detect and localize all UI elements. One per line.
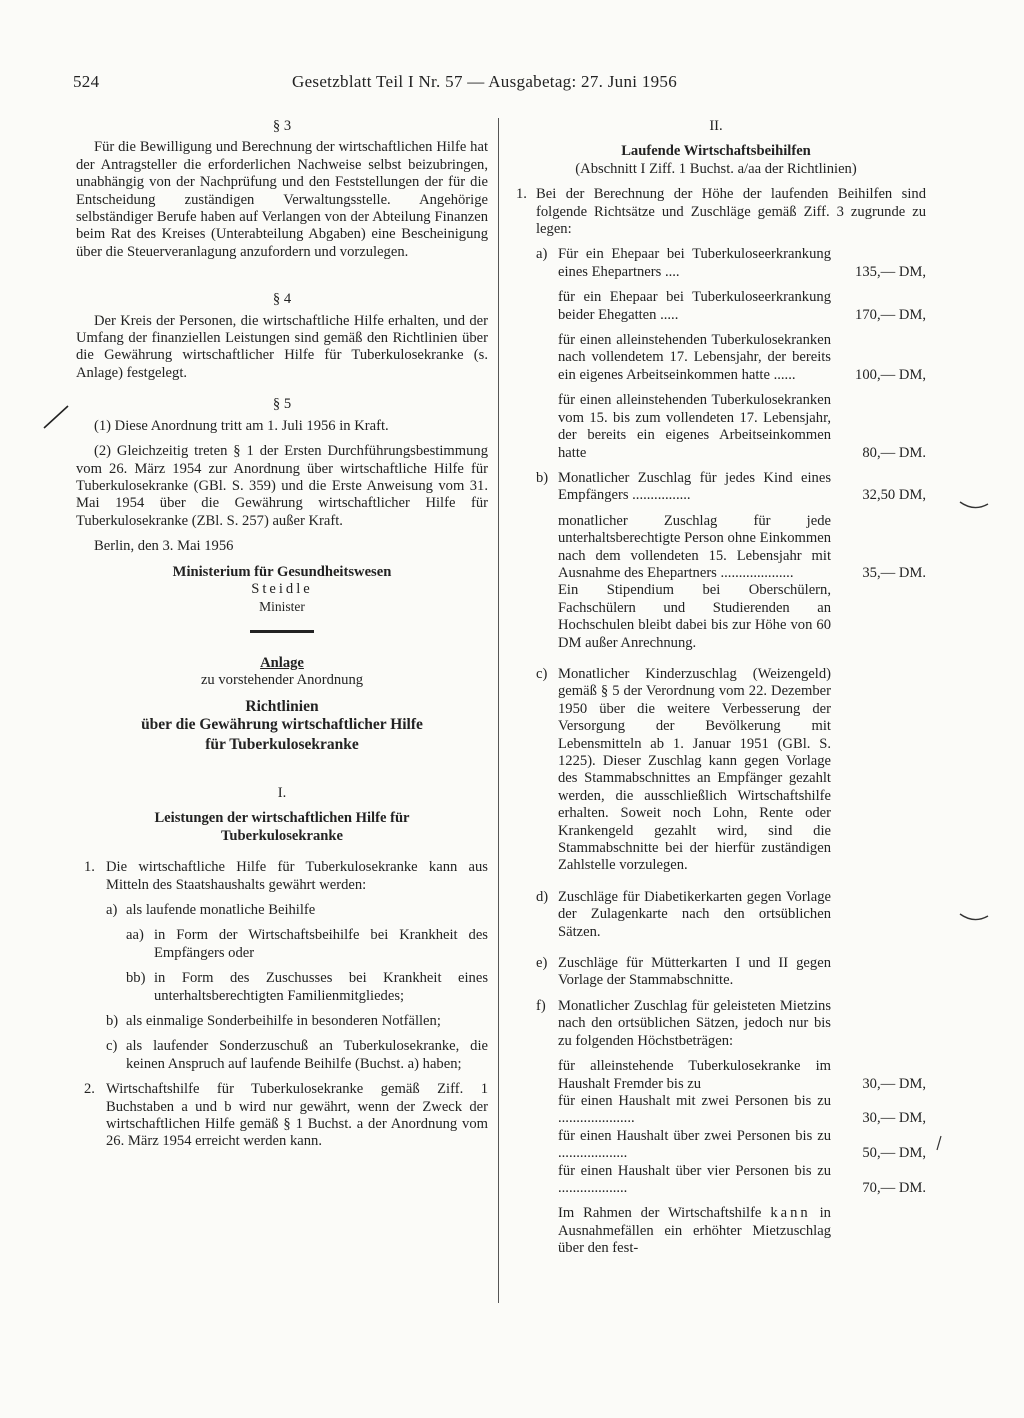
part-2-title: Laufende Wirtschaftsbeihilfen — [621, 143, 811, 160]
closing-text: Im Rahmen der Wirtschaftshilfe kann in Ausnahmefällen ein erhöhter Mietzuschlag über den fest- — [558, 1205, 831, 1257]
amount-value: 30,— DM, — [862, 1075, 926, 1092]
page-number: 524 — [73, 72, 100, 91]
section-5-paragraph-2: (2) Gleichzeitig treten § 1 der Ersten Durchführungsbestimmung vom 26. März 1954 zur Anordnung über wirtschaftliche Hilfe für Tuberkulosekranke (GBl. S. 359) und die Erste Anweisung vom 31. Mai 1954 über die Gewährung wirtschaftlicher Hilfe für Tuberkulosekranke (ZBl. S. 257) außer Kraft. — [76, 443, 488, 529]
amount-value: 80,— DM. — [862, 444, 926, 461]
list-item: b) als einmalige Sonderbeihilfe in besonderen Notfällen; — [106, 1013, 441, 1030]
list-item: 1. Bei der Berechnung der Höhe der laufenden Beihilfen sind folgende Richtsätze und Zuschläge gemäß Ziff. 3 zugrunde zu legen: — [516, 186, 926, 238]
amount-value: 50,— DM, — [862, 1145, 926, 1162]
section-5-paragraph-1: (1) Diese Anordnung tritt am 1. Juli 1956 in Kraft. — [94, 417, 389, 434]
part-2-subtitle: (Abschnitt I Ziff. 1 Buchst. a/aa der Richtlinien) — [575, 160, 857, 177]
ministry-name: Ministerium für Gesundheitswesen — [172, 563, 392, 580]
column-divider — [498, 118, 499, 1303]
amount-value: 170,— DM, — [855, 306, 926, 323]
list-item: 1. Die wirtschaftliche Hilfe für Tuberkulosekranke kann aus Mitteln des Staatshaushalts gewährt werden: — [84, 859, 488, 893]
right-column — [506, 118, 926, 1258]
margin-tick-mark-icon — [958, 498, 990, 512]
part-1-number: I. — [277, 784, 287, 801]
margin-pencil-mark-icon — [40, 404, 72, 430]
amount-value: 32,50 DM, — [862, 487, 926, 504]
list-item: a) als laufende monatliche Beihilfe — [106, 902, 316, 918]
list-item: bb) in Form des Zuschusses bei Krankheit eines unterhaltsberechtigten Familienmitgliedes; — [126, 970, 488, 1004]
margin-stroke-mark-icon — [935, 1135, 943, 1151]
section-4-text: Der Kreis der Personen, die wirtschaftliche Hilfe erhalten, und der Umfang der finanziellen Leistungen sind gemäß den Richtlinien über die Gewährung wirtschaftlicher Hilfe für Tuberkulosekranke (s. Anlage) festgelegt. — [76, 312, 488, 381]
list-item: 2. Wirtschaftshilfe für Tuberkulosekranke gemäß Ziff. 1 Buchstaben a und b wird nur gewährt, wenn der Zweck der wirtschaftlichen Hilfe gemäß § 1 Buchst. a der Anordnung vom 26. März 1954 erreicht werden kann. — [84, 1081, 488, 1150]
section-3-heading: § 3 — [272, 118, 292, 134]
list-item: e) Zuschläge für Mütterkarten I und II gegen Vorlage der Stammabschnitte. — [536, 955, 831, 989]
amount-value: 35,— DM. — [862, 564, 926, 581]
separator-rule — [250, 630, 314, 633]
part-1-title-2: Tuberkulosekranke — [221, 827, 343, 844]
amount-value: 30,— DM, — [862, 1110, 926, 1127]
part-2-number: II. — [709, 118, 723, 134]
annex-subtitle: zu vorstehender Anordnung — [200, 672, 364, 689]
list-item: b) Monatlicher Zuschlag für jedes Kind eines Empfängers ................ 32,50 DM, monatlicher Zuschlag für jede unterhaltsberechtigte Person ohne Einkommen nach dem vollendeten 15. Lebensjahr mit Ausnahme des Ehepartners .................... 35,— DM. Ein Stipendium bei Oberschülern, Fachschülern und Studierenden an Hochschulen bleibt dabei bis zur Höhe von 60 DM außer Anrechnung. — [536, 469, 926, 651]
list-item: c) als laufender Sonderzuschuß an Tuberkulosekranke, die keinen Anspruch auf laufende Beihilfe (Buchst. a) haben; — [106, 1038, 488, 1072]
signer-name: Steidle — [251, 580, 313, 597]
guidelines-title-2: über die Gewährung wirtschaftlicher Hilfe — [141, 715, 423, 733]
section-3-text: Für die Bewilligung und Berechnung der wirtschaftlichen Hilfe hat der Antragsteller die erforderlichen Nachweise selbst beizubringen, unabhängig von der Nachprüfung und den Feststellungen der für die Entscheidung zuständigen Verwaltungsstelle. Angehörige selbständiger Berufe haben auf Verlangen von der Abteilung Finanzen beim Rat des Kreises (Unterabteilung Abgaben) eine Bescheinigung über die Steuerveranlagung anzufordern und vorzulegen. — [76, 139, 488, 260]
left-column — [76, 118, 488, 1151]
list-item: f) Monatlicher Zuschlag für geleisteten Mietzins nach den ortsüblichen Sätzen, jedoch nur bis zu folgenden Höchstbeträgen: für alleinstehende Tuberkulosekranke im Haushalt Fremder bis zu 30,— DM, für einen Haushalt mit zwei Personen bis zu ..................... 30,— DM, für einen Haushalt über zwei Personen bis zu ................... 50,— DM, für einen Haushalt über vier Personen bis zu ................... 70,— DM. Im Rahmen der Wirtschaftshilfe kann in Ausnahmefällen ein erhöhter Mietzuschlag über den fest- — [536, 997, 926, 1257]
guidelines-title-1: Richtlinien — [245, 697, 319, 715]
amount-value: 100,— DM, — [855, 366, 926, 383]
list-item: a) Für ein Ehepaar bei Tuberkuloseerkrankung eines Ehepartners .... 135,— DM, für ein Ehepaar bei Tuberkuloseerkrankung beider Ehegatten ..... 170,— DM, für einen alleinstehenden Tuberkulosekranken nach vollendetem 17. Lebensjahr, der bereits ein eigenes Arbeitseinkommen hatte ...... 100,— DM, für einen alleinstehenden Tuberkulosekranken vom 15. bis zum vollendeten 17. Lebensjahr, der bereits ein eigenes Arbeitseinkommen hatte 80,— DM. — [536, 246, 926, 461]
amount-value: 135,— DM, — [855, 263, 926, 280]
list-item: aa) in Form der Wirtschaftsbeihilfe bei Krankheit des Empfängers oder — [126, 927, 488, 961]
place-date: Berlin, den 3. Mai 1956 — [94, 538, 234, 555]
annex-title: Anlage — [260, 654, 304, 671]
amount-value: 70,— DM. — [862, 1179, 926, 1196]
margin-tick-mark-icon — [958, 910, 990, 924]
page-header-title: Gesetzblatt Teil I Nr. 57 — Ausgabetag: 27. Juni 1956 — [292, 72, 678, 91]
part-1-title-1: Leistungen der wirtschaftlichen Hilfe für — [154, 810, 410, 827]
list-item: c) Monatlicher Kinderzuschlag (Weizengeld) gemäß § 5 der Verordnung vom 22. Dezember 1950 über die weitere Verbesserung der Versorgung der Bevölkerung mit Lebensmitteln ab 1. Januar 1951 (GBl. S. 1225). Dieser Zuschlag kann gegen Vorlage des Stammabschnittes an Empfänger gezahlt werden, die ausschließlich Wirtschaftshilfe erhalten. Soweit noch Lohn, Rente oder Krankengeld gezahlt wird, sind die Stammabschnitte bei der hierfür zuständigen Zahlstelle vorzulegen. — [536, 665, 831, 874]
section-4-heading: § 4 — [272, 291, 292, 308]
signer-role: Minister — [259, 599, 305, 615]
guidelines-title-3: für Tuberkulosekranke — [205, 735, 359, 753]
list-item: d) Zuschläge für Diabetikerkarten gegen Vorlage der Zulagenkarte nach den ortsüblichen Sätzen. — [536, 888, 831, 940]
section-5-heading: § 5 — [272, 396, 292, 413]
